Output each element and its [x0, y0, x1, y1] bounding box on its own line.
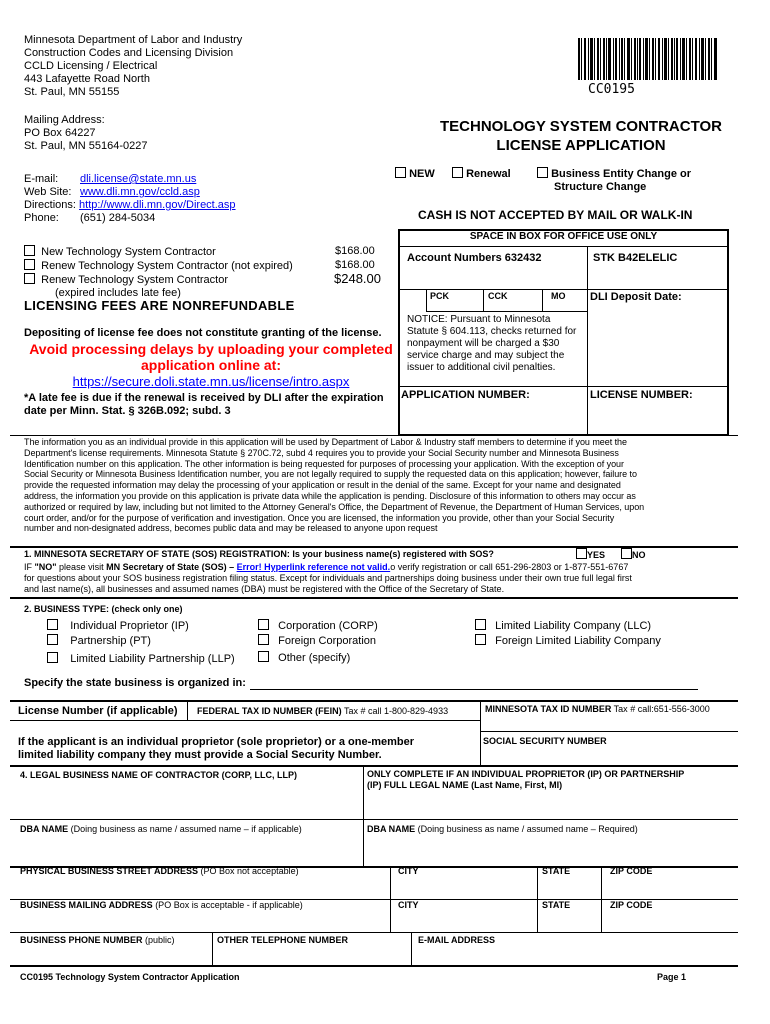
- renewal-checkbox[interactable]: [452, 167, 463, 178]
- ssn-note-line: limited liability company they must provide a Social Security Number.: [18, 749, 382, 761]
- city-label: CITY: [398, 900, 419, 910]
- ip-checkbox[interactable]: [47, 619, 58, 630]
- mn-tax-label: [485, 704, 710, 715]
- option-label: Foreign Corporation: [278, 635, 377, 647]
- address-line: 443 Lafayette Road North: [24, 73, 150, 85]
- privacy-line: Social Security or Minnesota Business Identification number, you are not legally required to supply the requested data on this application; however, failure to: [24, 469, 637, 480]
- directions-label: Directions:: [24, 199, 76, 211]
- fee-list: [24, 245, 293, 300]
- privacy-line: provide the requested information may delay the processing of your application or result in the denial of the same. Except for your name and designated: [24, 480, 621, 491]
- late-fee-notice: [24, 392, 384, 418]
- dba-bold: DBA NAME: [367, 824, 416, 834]
- privacy-line: The information you as an individual provide in this application will be used by Department of Labor & Industry staff members to determine if you meet the: [24, 437, 627, 447]
- mn-tax-bold: MINNESOTA TAX ID NUMBER: [485, 704, 612, 714]
- app-type-business-change[interactable]: [537, 167, 691, 181]
- dba-label-2: [367, 824, 638, 835]
- option-label: Foreign Limited Liability Company: [495, 635, 661, 647]
- mailing-line: PO Box 64227: [24, 127, 96, 139]
- mailing-address: [24, 114, 148, 153]
- fee-label: Renew Technology System Contractor: [41, 274, 229, 286]
- dba-rest: (Doing business as name / assumed name – Required): [415, 824, 638, 834]
- account-numbers: Account Numbers 632432: [407, 252, 542, 264]
- form-code: CC0195: [588, 82, 635, 97]
- fee-label: Renew Technology System Contractor (not expired): [41, 260, 293, 272]
- legal-name-label: 4. LEGAL BUSINESS NAME OF CONTRACTOR (CORP, LLC, LLP): [20, 770, 298, 780]
- notice-line: service charge and may subject the: [407, 350, 565, 361]
- mo-label: MO: [551, 291, 566, 301]
- ip-name-line: ONLY COMPLETE IF AN INDIVIDUAL PROPRIETOR (IP) OR PARTNERSHIP: [367, 769, 685, 779]
- fee-new-checkbox[interactable]: [24, 245, 35, 256]
- option-label: Other (specify): [278, 652, 351, 664]
- state-organized-field[interactable]: [250, 689, 698, 690]
- fein-label: [197, 706, 448, 717]
- expired-note: (expired includes late fee): [55, 287, 181, 299]
- address-line: CCLD Licensing / Electrical: [24, 60, 158, 72]
- fee-amount: $248.00: [334, 271, 381, 286]
- title-line: TECHNOLOGY SYSTEM CONTRACTOR: [440, 118, 722, 135]
- sos-text: o verify registration or call 651-296-2803 or 1-877-551-6767: [390, 562, 629, 572]
- contact-block: [24, 173, 236, 225]
- web-label: Web Site:: [24, 186, 72, 198]
- fee-label: New Technology System Contractor: [41, 246, 216, 258]
- renewal-label: Renewal: [466, 168, 511, 180]
- nonrefundable-notice: LICENSING FEES ARE NONREFUNDABLE: [24, 298, 295, 313]
- late-fee-line: date per Minn. Stat. § 326B.092; subd. 3: [24, 405, 231, 417]
- depositing-notice: Depositing of license fee does not constitute granting of the license.: [24, 327, 382, 339]
- fee-renew-expired-checkbox[interactable]: [24, 273, 35, 284]
- fee-renew-checkbox[interactable]: [24, 259, 35, 270]
- ssn-note-line: If the applicant is an individual proprietor (sole proprietor) or a one-member: [18, 736, 415, 748]
- ip-name-label: [367, 769, 684, 790]
- email-link[interactable]: dli.license@state.mn.us: [80, 173, 197, 185]
- pt-checkbox[interactable]: [47, 634, 58, 645]
- notice-line: issuer to additional civil penalties.: [407, 362, 556, 373]
- barcode-icon: [578, 38, 718, 80]
- dba-rest: (Doing business as name / assumed name – if applicable): [68, 824, 302, 834]
- mn-tax-call: Tax # call:651-556-3000: [611, 704, 710, 714]
- foreign-llc-checkbox[interactable]: [475, 634, 486, 645]
- online-upload-notice: [24, 341, 398, 373]
- dba-label-1: [20, 824, 302, 835]
- avoid-line: application online at:: [140, 357, 281, 373]
- privacy-line: Department's license requirements. Minnesota Statute § 270C.72, subd 4 requires you to provide your Social Security number and Minnesota Business: [24, 447, 619, 458]
- bt-option-ip[interactable]: [47, 619, 189, 633]
- sos-line-3: for questions about your SOS business registration filing status. Except for individuals and partnerships doing business under their own true full legal first: [24, 573, 632, 583]
- ip-name-line: (IP) FULL LEGAL NAME (Last Name, First, MI): [367, 779, 563, 790]
- license-number-field-label: License Number (if applicable): [18, 705, 178, 717]
- state-label: STATE: [542, 866, 571, 876]
- bt-option-foreign-llc[interactable]: [475, 634, 661, 648]
- sos-line-2: [24, 562, 628, 573]
- phone-rest: (public): [142, 935, 175, 945]
- bt-option-other[interactable]: [258, 651, 350, 665]
- sos-text: IF: [24, 562, 35, 572]
- llc-checkbox[interactable]: [475, 619, 486, 630]
- bt-option-pt[interactable]: [47, 634, 151, 648]
- fein-call: Tax # call 1-800-829-4933: [341, 706, 449, 716]
- mailing-line: St. Paul, MN 55164-0227: [24, 140, 148, 152]
- bt-option-corp[interactable]: [258, 619, 378, 633]
- sos-hyperlink[interactable]: Error! Hyperlink reference not valid.: [236, 562, 391, 572]
- mailing-line: Mailing Address:: [24, 114, 105, 126]
- option-label: Partnership (PT): [70, 635, 151, 647]
- ssn-note: [18, 736, 414, 762]
- state-organized-label: Specify the state business is organized in:: [24, 677, 246, 689]
- new-label: NEW: [409, 168, 435, 180]
- privacy-line: address, the information you provide on this application is private data while the application is pending. Disclosure of this information to others may occur as: [24, 490, 636, 501]
- sos-no-text: "NO": [34, 562, 57, 572]
- app-type-new[interactable]: [395, 167, 435, 181]
- physical-rest: (PO Box not acceptable): [198, 866, 299, 876]
- privacy-line: court order, and/or for the purpose of verification and investigation. Once you are licensed, the information you provide, other than your Social Security: [24, 512, 615, 523]
- business-change-label: Business Entity Change or: [551, 168, 692, 180]
- email-label: E-mail:: [24, 173, 59, 185]
- page-title: [396, 117, 766, 155]
- agency-address: [24, 34, 242, 99]
- deposit-date-label: DLI Deposit Date:: [590, 291, 682, 303]
- phone-value: (651) 284-5034: [80, 212, 156, 224]
- privacy-notice: [24, 437, 644, 534]
- notice-line: Statute § 604.113, checks returned for: [407, 326, 577, 337]
- address-line: Minnesota Department of Labor and Industry: [24, 34, 243, 46]
- late-fee-line: *A late fee is due if the renewal is received by DLI after the expiration: [24, 392, 384, 404]
- other-phone-label: OTHER TELEPHONE NUMBER: [217, 935, 349, 945]
- privacy-line: authorized or required by law, including but not limited to the Attorney General's Office, the Department of Revenue, the Department of Human Services, upon: [24, 501, 645, 512]
- llp-checkbox[interactable]: [47, 652, 58, 663]
- new-checkbox[interactable]: [395, 167, 406, 178]
- notice-line: NOTICE: Pursuant to Minnesota: [407, 314, 551, 325]
- sos-no-checkbox[interactable]: [621, 548, 632, 559]
- option-label: Limited Liability Partnership (LLP): [70, 653, 235, 665]
- sos-no[interactable]: [621, 548, 646, 561]
- sos-link-label: MN Secretary of State (SOS) –: [106, 562, 237, 572]
- cck-label: CCK: [488, 291, 508, 301]
- footer-form-name: CC0195 Technology System Contractor Application: [20, 972, 240, 982]
- mailing-address-label: [20, 900, 303, 911]
- yes-label: YES: [587, 550, 606, 560]
- phone-label: Phone:: [24, 212, 59, 224]
- other-checkbox[interactable]: [258, 651, 269, 662]
- notice-line: nonpayment will be charged a $30: [407, 338, 560, 349]
- business-phone-label: [20, 935, 175, 946]
- dba-bold: DBA NAME: [20, 824, 69, 834]
- no-label: NO: [632, 550, 646, 560]
- website-link[interactable]: www.dli.mn.gov/ccld.asp: [80, 186, 200, 198]
- zip-label: ZIP CODE: [610, 866, 653, 876]
- foreign-corp-checkbox[interactable]: [258, 634, 269, 645]
- physical-bold: PHYSICAL BUSINESS STREET ADDRESS: [20, 866, 199, 876]
- ssn-label: SOCIAL SECURITY NUMBER: [483, 736, 607, 746]
- business-change-checkbox[interactable]: [537, 167, 548, 178]
- privacy-line: number and non-designated address, becomes public data and may be released to anyone upon request: [24, 523, 438, 534]
- state-label: STATE: [542, 900, 571, 910]
- footer-page-number: Page 1: [657, 972, 687, 982]
- business-type-heading: 2. BUSINESS TYPE: (check only one): [24, 604, 183, 614]
- email-address-label: E-MAIL ADDRESS: [418, 935, 496, 945]
- bt-option-llp[interactable]: [47, 652, 235, 666]
- office-use-title: SPACE IN BOX FOR OFFICE USE ONLY: [469, 231, 658, 242]
- application-number-label: APPLICATION NUMBER:: [401, 389, 530, 401]
- sos-line-4: and last name(s), all businesses and assumed names (DBA) must be registered with the Office of the Secretary of State.: [24, 584, 505, 594]
- bt-option-llc[interactable]: [475, 619, 651, 633]
- title-line: LICENSE APPLICATION: [496, 137, 666, 154]
- cash-notice: CASH IS NOT ACCEPTED BY MAIL OR WALK-IN: [418, 208, 693, 222]
- bt-option-foreign-corp[interactable]: [258, 634, 376, 648]
- app-type-renewal[interactable]: [452, 167, 511, 181]
- privacy-line: Identification number on this application. The other information is being requested for purposes of processing your application. With the exception of your: [24, 458, 624, 469]
- business-change-label-2: Structure Change: [554, 181, 647, 193]
- option-label: Corporation (CORP): [278, 620, 378, 632]
- pck-label: PCK: [430, 291, 450, 301]
- online-license-link[interactable]: https://secure.doli.state.mn.us/license/intro.aspx: [72, 374, 350, 389]
- fee-amount: $168.00: [335, 245, 375, 257]
- license-number-label: LICENSE NUMBER:: [590, 389, 693, 401]
- option-label: Limited Liability Company (LLC): [495, 620, 652, 632]
- sos-heading: 1. MINNESOTA SECRETARY OF STATE (SOS) REGISTRATION: Is your business name(s) registered with SOS?: [24, 549, 494, 559]
- city-label: CITY: [398, 866, 419, 876]
- option-label: Individual Proprietor (IP): [70, 620, 189, 632]
- sos-yes[interactable]: [576, 548, 605, 561]
- physical-address-label: [20, 866, 299, 877]
- zip-label: ZIP CODE: [610, 900, 653, 910]
- sos-text: please visit: [56, 562, 107, 572]
- fein-bold: FEDERAL TAX ID NUMBER (FEIN): [197, 706, 342, 716]
- address-line: St. Paul, MN 55155: [24, 86, 120, 98]
- directions-link[interactable]: http://www.dli.mn.gov/Direct.asp: [79, 199, 236, 211]
- avoid-line: Avoid processing delays by uploading your completed: [29, 341, 393, 357]
- returned-check-notice: [407, 314, 576, 374]
- phone-bold: BUSINESS PHONE NUMBER: [20, 935, 143, 945]
- corp-checkbox[interactable]: [258, 619, 269, 630]
- mailing-bold: BUSINESS MAILING ADDRESS: [20, 900, 153, 910]
- sos-yes-checkbox[interactable]: [576, 548, 587, 559]
- fee-amount: $168.00: [335, 259, 375, 271]
- mailing-rest: (PO Box is acceptable - if applicable): [152, 900, 303, 910]
- address-line: Construction Codes and Licensing Division: [24, 47, 234, 59]
- stk-code: STK B42ELELIC: [593, 252, 678, 264]
